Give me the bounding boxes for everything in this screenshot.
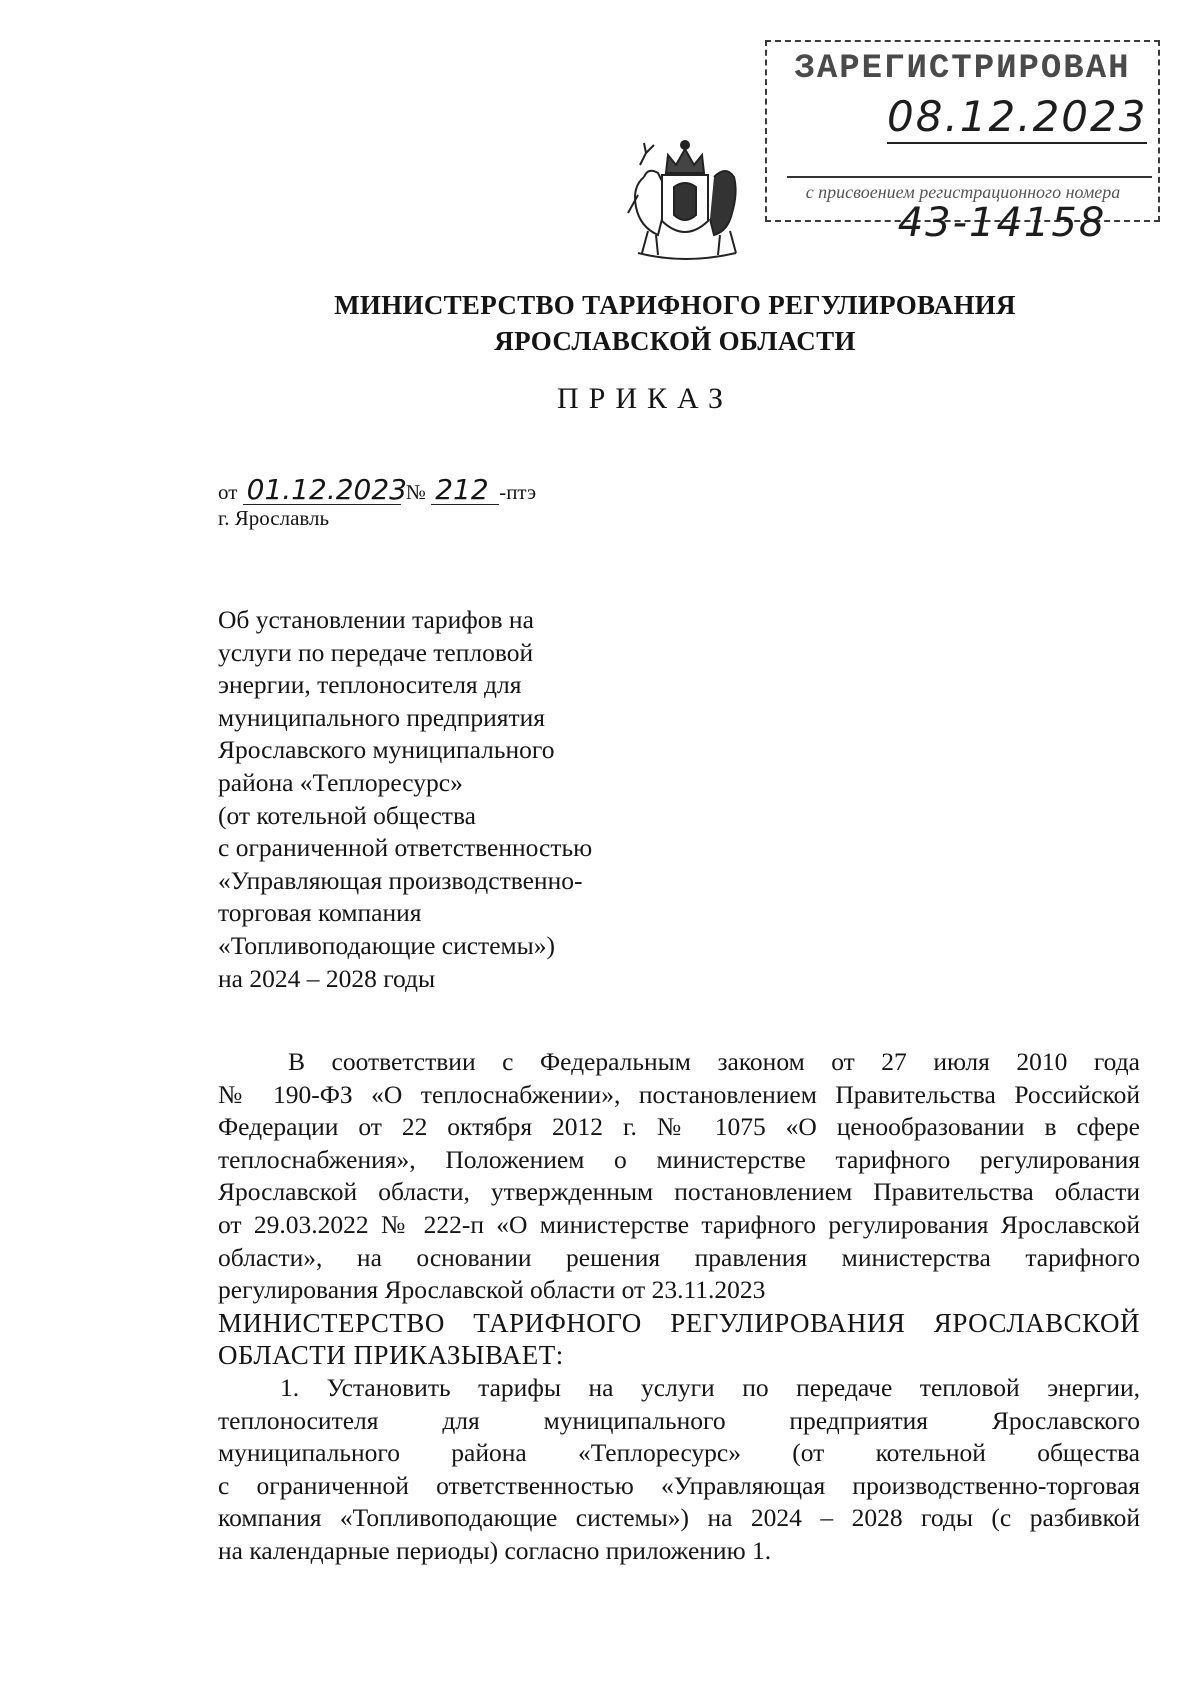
subject-line: муниципального предприятия xyxy=(218,702,546,732)
ordering-line: ОБЛАСТИ ПРИКАЗЫВАЕТ: xyxy=(218,1340,564,1371)
ordering-line: МИНИСТЕРСТВО ТАРИФНОГО РЕГУЛИРОВАНИЯ ЯРОСЛАВСКОЙ xyxy=(218,1307,1140,1338)
ministry-title xyxy=(220,287,1130,359)
clause-line: 1. Установить тарифы на услуги по передаче тепловой энергии, xyxy=(280,1372,1140,1402)
preamble-line: Федерации от 22 октября 2012 г. № 1075 «О ценообразовании в сфере xyxy=(218,1112,1140,1142)
stamp-date-underline xyxy=(887,142,1147,144)
stamp-subtitle: с присвоением регистрационного номера xyxy=(805,182,1121,202)
clause-line: с ограниченной ответственностью «Управляющая производственно-торговая xyxy=(218,1470,1140,1500)
stamp-divider xyxy=(787,176,1152,178)
subject-line: энергии, теплоносителя для xyxy=(218,670,522,700)
order-city: г. Ярославль xyxy=(218,506,330,530)
preamble-line: области», на основании решения правления министерства тарифного xyxy=(218,1242,1140,1272)
stamp-date: 08.12.2023 xyxy=(887,92,1148,141)
registration-stamp xyxy=(765,40,1160,246)
coat-of-arms-icon xyxy=(618,135,753,265)
order-subject xyxy=(218,604,658,995)
clause-line: теплоносителя для муниципального предприятия Ярославского xyxy=(218,1405,1140,1435)
clause-line: на календарные периоды) согласно приложению 1. xyxy=(218,1535,772,1565)
stamp-title: ЗАРЕГИСТРИРОВАН xyxy=(794,50,1131,88)
order-body xyxy=(218,1046,1140,1568)
clause-line: компания «Топливоподающие системы») на 2024 – 2028 годы (с разбивкой xyxy=(218,1503,1140,1533)
from-label: от xyxy=(218,480,238,504)
subject-line: Ярославского муниципального xyxy=(218,735,555,765)
preamble-line: регулирования Ярославской области от 23.11.2023 xyxy=(218,1275,766,1305)
order-date-line xyxy=(218,473,537,506)
preamble-line: теплоснабжения», Положением о министерстве тарифного регулирования xyxy=(218,1144,1140,1174)
subject-line: (от котельной общества xyxy=(218,800,476,830)
preamble-line: № 190-ФЗ «О теплоснабжении», постановлением Правительства Российской xyxy=(218,1079,1140,1109)
preamble-line: Ярославской области, утвержденным постановлением Правительства области xyxy=(218,1177,1140,1207)
subject-line: на 2024 – 2028 годы xyxy=(218,963,436,993)
number-label: № xyxy=(405,480,426,504)
document-type: ПРИКАЗ xyxy=(557,382,733,415)
subject-line: района «Теплоресурс» xyxy=(218,767,463,797)
subject-line: «Топливоподающие системы») xyxy=(218,930,556,960)
order-number: 212 xyxy=(431,476,499,505)
subject-line: торговая компания xyxy=(218,898,422,928)
clause-line: муниципального района «Теплоресурс» (от котельной общества xyxy=(218,1438,1140,1468)
order-date: 01.12.2023 xyxy=(243,476,401,505)
subject-line: «Управляющая производственно- xyxy=(218,865,583,895)
stamp-registration-number: 43-14158 xyxy=(897,200,1107,246)
subject-line: Об установлении тарифов на xyxy=(218,605,534,634)
ministry-title-line1: МИНИСТЕРСТВО ТАРИФНОГО РЕГУЛИРОВАНИЯ xyxy=(334,290,1016,320)
preamble-line: В соответствии с Федеральным законом от 27 июля 2010 года xyxy=(288,1047,1140,1076)
preamble-line: от 29.03.2022 № 222-п «О министерстве тарифного регулирования Ярославской xyxy=(218,1209,1140,1239)
subject-line: с ограниченной ответственностью xyxy=(218,833,593,863)
ministry-title-line2: ЯРОСЛАВСКОЙ ОБЛАСТИ xyxy=(494,326,856,356)
subject-line: услуги по передаче тепловой xyxy=(218,637,534,667)
order-number-suffix: -птэ xyxy=(499,480,537,504)
